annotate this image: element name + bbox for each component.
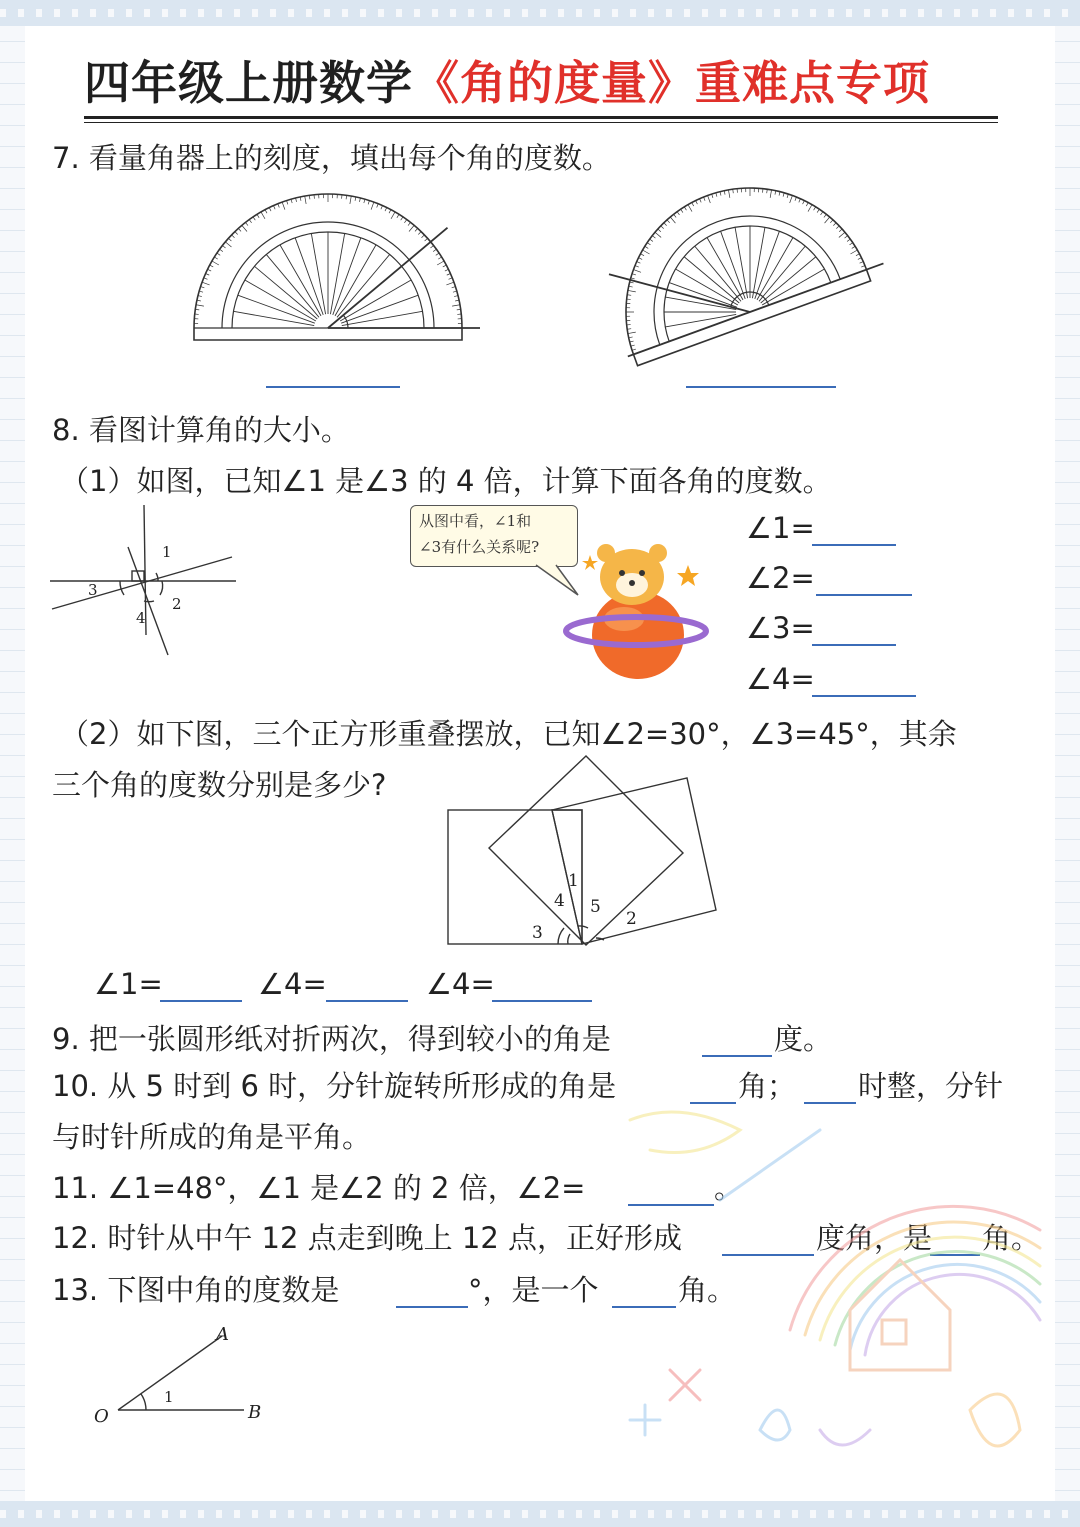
q8-angle-2-blank[interactable] <box>816 594 912 596</box>
q8-answer-2: ∠4= <box>258 967 327 1001</box>
q11-text-b: 。 <box>714 1171 744 1205</box>
square-2 <box>489 756 683 945</box>
fig2-label-4: 4 <box>554 891 565 911</box>
q8-answer-3: ∠4= <box>426 967 495 1001</box>
q11-text-a: 11. ∠1=48°，∠1 是∠2 的 2 倍，∠2= <box>52 1171 586 1205</box>
q7-text: 7. 看量角器上的刻度，填出每个角的度数。 <box>52 141 611 175</box>
title-underline-thin <box>84 122 998 123</box>
q8-answer-3-blank[interactable] <box>492 1000 592 1002</box>
label-o: O <box>94 1406 109 1427</box>
q8-answer-1-blank[interactable] <box>160 1000 242 1002</box>
q12-text-c: 角。 <box>982 1221 1041 1255</box>
protractor-left <box>186 190 486 350</box>
q8-angle-3: ∠3= <box>746 611 815 645</box>
bear-on-planet-illustration <box>560 535 710 685</box>
fig1-label-1: 1 <box>162 543 172 561</box>
q9-text-b: 度。 <box>774 1022 833 1056</box>
q7-answer-blank-2[interactable] <box>686 386 836 388</box>
q8-angle-2: ∠2= <box>746 561 815 595</box>
q8-sub1-text: （1）如图，已知∠1 是∠3 的 4 倍，计算下面各角的度数。 <box>60 464 832 498</box>
fig1-label-3: 3 <box>88 581 98 599</box>
bubble-line-2: ∠3有什么关系呢? <box>419 538 540 556</box>
title-grade: 四年级上册数学 <box>84 56 413 110</box>
label-a: A <box>216 1324 229 1345</box>
q8-angle-1-blank[interactable] <box>812 544 896 546</box>
bottom-dashed-border <box>0 1501 1080 1527</box>
bubble-line-1: 从图中看，∠1和 <box>419 512 532 530</box>
q8-answer-2-blank[interactable] <box>326 1000 408 1002</box>
title-topic: 《角的度量》重难点专项 <box>413 56 930 110</box>
q8-sub2-line1: （2）如下图，三个正方形重叠摆放，已知∠2=30°，∠3=45°，其余 <box>60 717 957 751</box>
top-dashed-border <box>0 0 1080 26</box>
q8-sub2-line2: 三个角的度数分别是多少? <box>52 768 387 802</box>
q12-text-a: 12. 时针从中午 12 点走到晚上 12 点，正好形成 <box>52 1221 683 1255</box>
fig2-label-2: 2 <box>626 909 637 929</box>
intersecting-lines-figure <box>50 505 250 665</box>
q12-text-b: 度角，是 <box>816 1221 933 1255</box>
q8-text: 8. 看图计算角的大小。 <box>52 413 350 447</box>
q13-text-a: 13. 下图中角的度数是 <box>52 1273 340 1307</box>
fig1-label-4: 4 <box>136 609 146 627</box>
q8-angle-3-blank[interactable] <box>812 644 896 646</box>
decorative-doodles <box>620 1070 1060 1490</box>
protractor-right <box>600 180 900 390</box>
q8-angle-1: ∠1= <box>746 511 815 545</box>
fig2-label-3: 3 <box>532 923 543 943</box>
q13-text-c: 角。 <box>678 1273 737 1307</box>
q10-text-c: 时整，分针 <box>858 1069 1004 1103</box>
fig2-label-5: 5 <box>590 897 601 917</box>
square-1 <box>448 810 582 944</box>
q10-text-a: 10. 从 5 时到 6 时，分针旋转所形成的角是 <box>52 1069 617 1103</box>
q13-blank-1[interactable] <box>396 1306 468 1308</box>
angle-aob-figure <box>90 1322 280 1432</box>
q13-text-b: °，是一个 <box>468 1273 599 1307</box>
q8-answer-1: ∠1= <box>94 967 163 1001</box>
overlapping-squares-figure <box>446 750 726 950</box>
title-underline <box>84 116 998 119</box>
q9-blank[interactable] <box>702 1055 772 1057</box>
q10-text-d: 与时针所成的角是平角。 <box>52 1120 372 1154</box>
fig2-label-1: 1 <box>568 871 579 891</box>
q8-angle-4: ∠4= <box>746 662 815 696</box>
label-angle-1: 1 <box>164 1388 174 1406</box>
q9-text-a: 9. 把一张圆形纸对折两次，得到较小的角是 <box>52 1022 611 1056</box>
q8-angle-4-blank[interactable] <box>812 695 916 697</box>
page-title <box>84 52 1004 114</box>
hint-speech-bubble <box>410 505 578 567</box>
q7-answer-blank-1[interactable] <box>266 386 400 388</box>
label-b: B <box>248 1402 262 1423</box>
fig1-label-2: 2 <box>172 595 182 613</box>
q10-text-b: 角； <box>738 1069 797 1103</box>
